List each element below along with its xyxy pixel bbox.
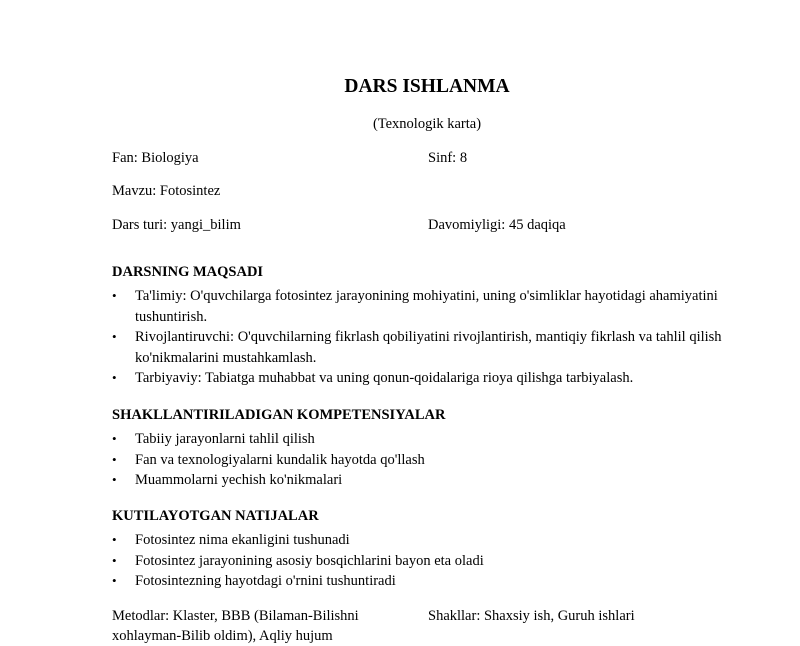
bullet-icon: •: [112, 451, 117, 467]
info-mavzu: Mavzu: Fotosintez: [112, 183, 221, 199]
list-item: [112, 530, 742, 551]
list-item: [112, 450, 742, 471]
info-dars-turi: Dars turi: yangi_bilim: [112, 217, 241, 233]
list-item-text: Fotosintezning hayotdagi o'rnini tushuntiradi: [135, 573, 396, 589]
list-item: [112, 327, 742, 368]
maqsad-list: [112, 286, 742, 389]
list-item-text: Tarbiyaviy: Tabiatga muhabbat va uning qonun-qoidalariga rioya qilishga tarbiyalash.: [135, 370, 634, 386]
info-sinf: Sinf: 8: [428, 150, 468, 166]
list-item-text: Muammolarni yechish ko'nikmalari: [135, 472, 343, 488]
list-item-text: Fotosintez jarayonining asosiy bosqichlarini bayon eta oladi: [135, 552, 484, 569]
bullet-icon: •: [112, 552, 117, 568]
info-davomiyligi: Davomiyligi: 45 daqiqa: [428, 217, 566, 233]
list-item: [112, 286, 742, 327]
list-item-text: Fan va texnologiyalarni kundalik hayotda qo'llash: [135, 451, 425, 468]
info-row-mavzu: [112, 182, 742, 200]
section-heading-natijalar: KUTILAYOTGAN NATIJALAR: [112, 508, 319, 524]
section-kompetensiyalar: [112, 406, 742, 491]
natijalar-list: [112, 530, 742, 592]
list-item-text: Fotosintez nima ekanligini tushunadi: [135, 532, 350, 548]
list-item-text: Tabiiy jarayonlarni tahlil qilish: [135, 431, 315, 447]
kompetensiyalar-list: [112, 429, 742, 491]
info-metodlar: Metodlar: Klaster, BBB (Bilaman-Bilishni xohlayman-Bilib oldim), Aqliy hujum: [112, 608, 359, 644]
section-heading-maqsad: DARSNING MAQSADI: [112, 264, 264, 280]
document-subtitle: (Texnologik karta): [372, 116, 482, 132]
bullet-icon: •: [112, 472, 117, 487]
info-row-turi-davomiyligi: [112, 216, 742, 234]
list-item: [112, 551, 742, 572]
bullet-icon: •: [112, 532, 117, 547]
list-item-text: Rivojlantiruvchi: O'quvchilarning fikrlash qobiliyatini rivojlantirish, mantiqiy fikrlash va tahlil qilish ko'nikmalarini mustahkamlash.: [135, 329, 722, 366]
info-row-fan-sinf: [112, 149, 742, 167]
section-natijalar: [112, 507, 742, 592]
list-item-text: Ta'limiy: O'quvchilarga fotosintez jarayonining mohiyatini, uning o'simliklar hayotidagi ahamiyatini tushuntirish.: [135, 288, 718, 325]
bullet-icon: •: [112, 431, 117, 446]
section-heading-kompetensiyalar: SHAKLLANTIRILADIGAN KOMPETENSIYALAR: [112, 407, 446, 423]
bullet-icon: •: [112, 370, 117, 385]
info-fan: Fan: Biologiya: [112, 150, 199, 166]
bullet-icon: •: [112, 573, 117, 588]
list-item: [112, 368, 742, 389]
section-maqsad: [112, 263, 742, 389]
bullet-icon: •: [112, 329, 117, 344]
bullet-icon: •: [112, 288, 117, 303]
list-item: [112, 470, 742, 491]
info-shakllar: Shakllar: Shaxsiy ish, Guruh ishlari: [428, 608, 635, 624]
list-item: [112, 571, 742, 592]
list-item: [112, 429, 742, 450]
document-title: DARS ISHLANMA: [344, 76, 510, 97]
